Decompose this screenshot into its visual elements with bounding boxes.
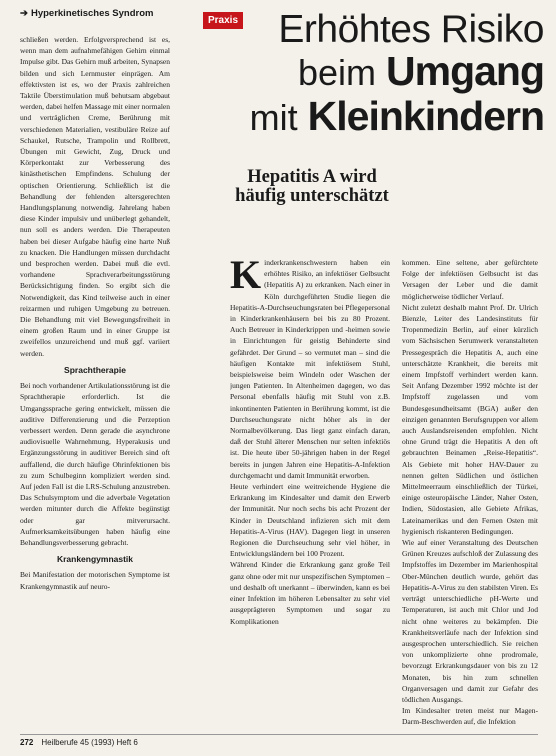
headline-line-3 <box>249 93 544 139</box>
headline-line-3-bold: Kleinkindern <box>307 93 544 139</box>
article-title: Hepatitis A wird häufig unterschätzt <box>235 167 389 206</box>
footer <box>20 738 138 747</box>
middle-paragraph-3: Während Kinder die Erkrankung ganz große Teil ganz ohne oder mit nur unspezifischen Symptomen – und deshalb oft unerkannt – überwinden, kann es bei einer Infektion im höheren Lebensalter zu sehr viel ausgeprägteren Symptomen und sogar zu Komplikationen <box>230 560 390 626</box>
middle-paragraph-2: Heute verhindert eine weitreichende Hygiene die Erkrankung im Kindesalter und damit den Erwerb der Immunität. Nur noch sechs bis acht Prozent der Kinder in Deutschland infizieren sich mit dem Hepatitis-A-Virus (HAV). Dagegen liegt in unseren Regionen die Durchseuchung sehr viel höher, in Entwicklungsländern bei 100 Prozent. <box>230 482 390 559</box>
subhead-sprachtherapie: Sprachtherapie <box>64 364 126 375</box>
right-paragraph-1: kommen. Eine seltene, aber gefürchtete Folge der infektiösen Gelbsucht ist das Versagen der Leber und die damit möglicherweise tödlicher Verlauf. <box>402 258 538 301</box>
left-paragraph-1: schließen werden. Erfolgversprechend ist es, wenn man dem aufnahmefähigen Gehirn einmal Impulse gibt. Das Gehirn muß arbeiten, Synapsen bilden und sich Lernmuster einprägen. Am effektivsten ist es, wo der Praxis zahlreichen Taktile Überstimulation muß behutsam abgebaut werden, dabei helfen Massage mit einer normalen und verträglichen Creme, Berührung mit verschiedenen Materialien, vestibuläre Reize auf Schaukel, Rutsche, Trampolin und Rollbrett, Übungen mit Gewicht, Zug, Druck und Körperkontakt zur Verbesserung des kinästhetischen Empfindens. Schulung der optischen Orientierung. Schließlich ist die Behandlung der fehlenden altersgerechten Handlungsplanung notwendig. Jahrelang haben diese Kinder impulsiv und unüberlegt gehandelt, nun soll es anders werden. Die Therapeuten haben bei dieser Aufgabe häufig eine harte Nuß zu knacken. Die Handlungen müssen durchdacht und besprochen werden. Dabei muß die evtl. vorhandene Sprachverarbeitungsstörung Berücksichtigung finden. So ergibt sich die Notwendigkeit, das Kind teilweise auch in einer reizarmen und ruhigen Umgebung zu betreuen. Die Behandlung mit viel Bewegungsfreiheit in einem großen Raum und in einer Gruppe ist zweifellos unzureichend und muß ggf. variiert werden. <box>20 35 170 358</box>
arrow-right-icon: ➔ <box>20 8 28 19</box>
subhead-krankengymnastik: Krankengymnastik <box>56 554 134 565</box>
middle-paragraph-1 <box>230 257 390 481</box>
headline-line-1: Erhöhtes Risiko <box>278 8 544 51</box>
right-paragraph-4: Im Kindesalter treten meist nur Magen-Darm-Beschwerden auf, die Infektion <box>402 706 538 727</box>
left-column <box>20 34 170 734</box>
headline-line-2-light: beim <box>297 52 376 93</box>
right-paragraph-3: Wie auf einer Veranstaltung des Deutschen Grünen Kreuzes aufschloß der Zulassung des Impfstoffes im Dezember im Marienhospital Ober-München deutlich wurde, gehört das Hepatitis-A-Virus zu den stabilsten Viren. Es verträgt unterschiedliche pH-Werte und Temperaturen, ist auch mit Chlor und Jod nicht ohne weiteres zu bekämpfen. Die Krankheitsverläufe nach der Infektion sind ausgesprochen unterschiedlich. Sie reichen von unkomplizierte ohne prodromale, bevorzugt Erkrankungsdauer von bis zu 12 Monaten, bis hin zum schnellen Organversagen und damit zur Gefahr des tödlichen Ausgangs. <box>402 538 538 704</box>
running-head-text: Hyperkinetisches Syndrom <box>30 8 154 19</box>
right-paragraph-2: Nicht zuletzt deshalb mahnt Prof. Dr. Ulrich Bienzle, Leiter des Landesinstituts für Tropenmedizin Berlin, auf einer kürzlich vom Sächsischen Serumwerk veranstalteten Pressegespräch die Hepatitis A, auch eine unterschätzte Krankheit, die bereits mit einem Impfstoff verhindert werden kann. Seit Anfang Dezember 1992 möchte ist der Impfstoff zugelassen und vom Bundesgesundheitsamt (BGA) außer den einzigen genannten Berufsgruppen vor allem auch Auslandsreisenden empfohlen. Nicht ohne Grund trägt die Hepatitis A den oft gebrauchten Beinamen „Reise-Hepatitis“. Als Gebiete mit hoher HAV-Dauer zu nennen gelten Südlichen und östlichen Mittelmeerraum einschließlich der Türkei, einige osteuropäische Länder, Naher Osten, Indien, Südostasien, alle Gebiete Afrikas, Lateinamerikas und den Fernen Osten mit hygienisch riskanteren Bedingungen. <box>402 302 538 536</box>
right-column <box>402 257 538 742</box>
page-number: 272 <box>20 738 34 747</box>
left-paragraph-3: Bei Manifestation der motorischen Symptome ist Krankengymnastik auf neuro- <box>20 570 170 591</box>
section-tag-praxis: Praxis <box>203 12 243 29</box>
middle-paragraph-1-text: inderkrankenschwestern haben ein erhöhtes Risiko, an infektiöser Gelbsucht (Hepatitis A) zu erkranken. Nach einer in Köln durchgeführten Studie liegen die Hepatitis-A-Durchseuchungsraten bei Pflegepersonal in Kinderkrankenhäusern bei bis zu 80 Prozent. Auch Betreuer in Kinderkrippen und -heimen sowie in Einrichtungen für geistig Behinderte sind gefährdet. Der Grund – so vermutet man – sind die häufigen Kontakte mit infektiösem Stuhl, beispielsweise beim Windeln oder Waschen der jungen Patienten. In Altenheimen dagegen, wo das Personal ebenfalls häufig mit Stuhl von z.B. inkontinenten Patienten in Berührung kommt, ist die Durchseuchungsrate nicht höher als in der Normalbevölkerung. Das liegt ganz einfach daran, daß der Stuhl älterer Menschen nur selten infektiös ist. Die heute über 50-jährigen haben in der Regel bereits in jungen Jahren eine Hepatitis-A-Infektion durchgemacht und damit Immunität erworben. <box>230 258 390 480</box>
left-paragraph-2: Bei noch vorhandener Artikulationsstörung ist die Sprachtherapie erforderlich. Ist die Umgangssprache gering entwickelt, müssen die auditive Differenzierung und die Perzeption verbessert werden. Denn gerade die asynchrone audiovisuelle Wahrnehmung, Hyperakusis und Ergänzungsstörung in auditiver Bereich sind oft auffallend, die durch häufige Ohrinfektionen bis zu zum Schulbeginn kompliziert werden sind. Auf jeden Fall ist die LRS-Schulung anzustreben. Das Schulsymptom und die adverbale Vegetation werden mitunter durch die Affekte begünstigt oder gar mitverursacht. Aufmerksamkeitsübungen haben häufig eine Behandlungsverbesserung gebracht. <box>20 381 170 547</box>
headline-line-2 <box>250 48 544 94</box>
headline-line-2-bold: Umgang <box>386 48 544 94</box>
headline-line-3-light: mit <box>249 97 298 138</box>
drop-cap: K <box>230 257 262 297</box>
running-head <box>20 8 153 19</box>
headline <box>250 10 544 137</box>
footer-rule <box>20 734 538 735</box>
publication-info: Heilberufe 45 (1993) Heft 6 <box>41 738 138 747</box>
middle-column <box>230 257 390 742</box>
